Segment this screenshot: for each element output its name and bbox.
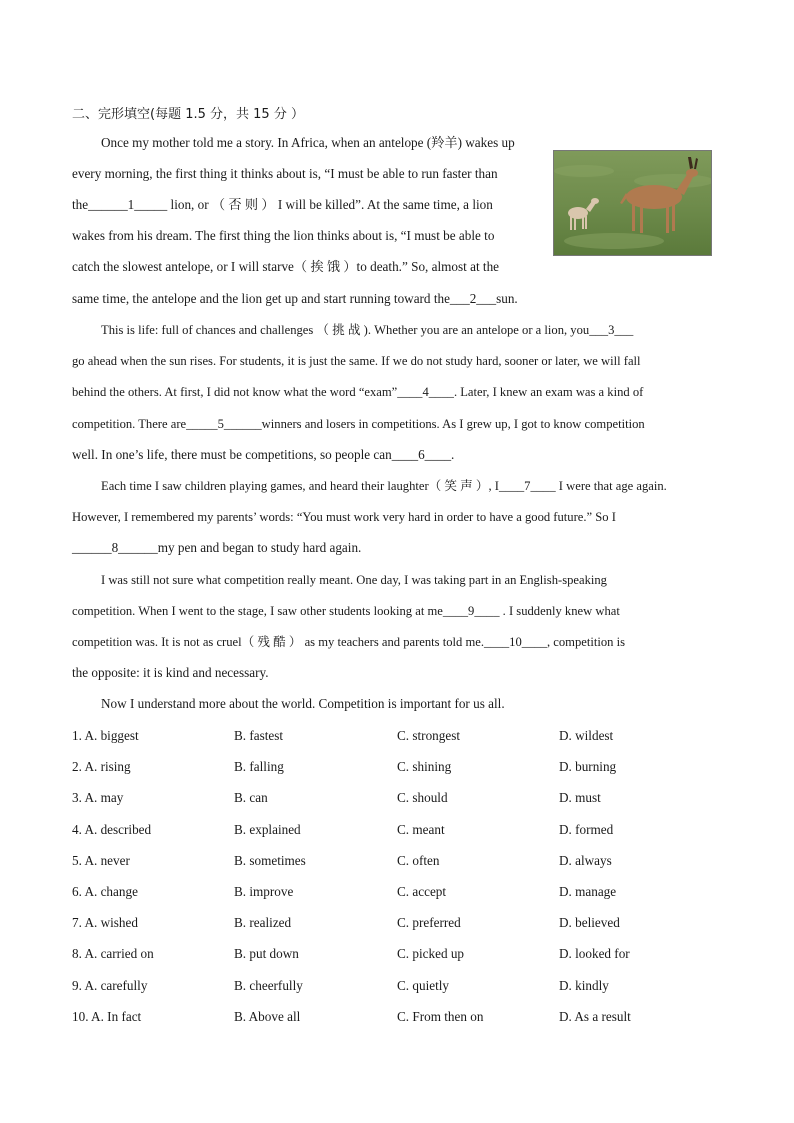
question-number: 8. A.	[72, 946, 98, 962]
option-a-text: wished	[100, 915, 138, 931]
option-a-text: carried on	[100, 946, 154, 962]
option-a-text: carefully	[100, 977, 148, 993]
question-number: 10. A.	[72, 1008, 104, 1024]
question-10-option-b[interactable]: B. Above all	[234, 1008, 301, 1024]
passage-line-6: same time, the antelope and the lion get up and start running toward the___2___sun.	[72, 291, 518, 306]
passage-line-3: the______1_____ lion, or （ 否 则 ） I will be killed”. At the same time, a lion	[72, 197, 493, 212]
passage-line-2: every morning, the first thing it thinks about is, “I must be able to run faster than	[72, 166, 498, 181]
question-1-option-d[interactable]: D. wildest	[559, 728, 614, 743]
antelope-photo-drawing	[554, 151, 711, 255]
question-number: 6. A.	[72, 884, 98, 899]
passage-line-1: Once my mother told me a story. In Africa, when an antelope (羚羊) wakes up	[101, 135, 515, 150]
question-number: 1. A.	[72, 728, 98, 743]
passage-line-11: well. In one’s life, there must be competitions, so people can____6____.	[72, 447, 455, 462]
question-3-option-d[interactable]: D. must	[559, 790, 601, 806]
question-10-option-c[interactable]: C. From then on	[397, 1008, 484, 1024]
question-number: 9. A.	[72, 977, 98, 993]
question-number: 7. A.	[72, 915, 98, 931]
question-6-option-c[interactable]: C. accept	[397, 884, 447, 899]
question-2-option-b[interactable]: B. falling	[234, 759, 284, 775]
question-10-option-a[interactable]	[72, 1008, 141, 1026]
question-number: 5. A.	[72, 852, 98, 868]
question-3-option-a[interactable]	[72, 789, 123, 807]
question-1-option-a[interactable]	[72, 727, 139, 745]
question-4-option-b[interactable]: B. explained	[234, 821, 301, 837]
question-4-option-a[interactable]	[72, 821, 151, 839]
question-8-option-a[interactable]	[72, 945, 154, 963]
question-5-option-d[interactable]: D. always	[559, 852, 612, 868]
passage-line-4: wakes from his dream. The first thing the lion thinks about is, “I must be able to	[72, 228, 495, 243]
passage-line-16: competition. When I went to the stage, I saw other students looking at me____9____ . I suddenly knew what	[72, 604, 620, 618]
question-7-option-c[interactable]: C. preferred	[397, 915, 461, 931]
passage-line-12: Each time I saw children playing games, and heard their laughter（ 笑 声 ）, I____7____ I were that age again.	[101, 479, 667, 493]
question-8-option-d[interactable]: D. looked for	[559, 946, 630, 962]
question-9-option-a[interactable]	[72, 977, 147, 995]
question-5-option-a[interactable]	[72, 852, 130, 870]
question-10-option-d[interactable]: D. As a result	[559, 1008, 631, 1024]
passage-line-18: the opposite: it is kind and necessary.	[72, 665, 269, 680]
passage-line-9: behind the others. At first, I did not know what the word “exam”____4____. Later, I knew an exam was a kind of	[72, 385, 644, 399]
question-6-option-d[interactable]: D. manage	[559, 884, 617, 899]
question-3-option-b[interactable]: B. can	[234, 790, 268, 806]
question-2-option-d[interactable]: D. burning	[559, 759, 617, 775]
passage-line-10: competition. There are_____5______winners and losers in competitions. As I grew up, I got to know competition	[72, 417, 645, 431]
question-8-option-c[interactable]: C. picked up	[397, 946, 465, 962]
section-heading: 二、完形填空(每题 1.5 分，共 15 分 ）	[72, 107, 304, 122]
question-7-option-d[interactable]: D. believed	[559, 915, 620, 931]
option-a-text: described	[100, 821, 152, 837]
passage-line-14: ______8______my pen and began to study hard again.	[72, 540, 362, 555]
option-a-text: biggest	[100, 728, 139, 743]
question-number: 3. A.	[72, 790, 98, 806]
question-1-option-b[interactable]: B. fastest	[234, 728, 284, 743]
question-6-option-b[interactable]: B. improve	[234, 884, 294, 899]
passage-line-17: competition was. It is not as cruel（ 残 酷 ） as my teachers and parents told me.____10____, competition is	[72, 635, 625, 649]
question-4-option-c[interactable]: C. meant	[397, 821, 445, 837]
option-a-text: rising	[100, 759, 131, 775]
passage-line-8: go ahead when the sun rises. For students, it is just the same. If we do not study hard, sooner or later, we will fall	[72, 354, 641, 368]
passage-line-15: I was still not sure what competition really meant. One day, I was taking part in an English-speaking	[101, 573, 607, 587]
question-1-option-c[interactable]: C. strongest	[397, 728, 461, 743]
option-a-text: never	[100, 852, 130, 868]
question-9-option-b[interactable]: B. cheerfully	[234, 977, 303, 993]
question-2-option-c[interactable]: C. shining	[397, 759, 452, 775]
antelope-photo	[553, 150, 712, 256]
passage-line-5: catch the slowest antelope, or I will starve（ 挨 饿 ）to death.” So, almost at the	[72, 259, 500, 274]
passage-line-19: Now I understand more about the world. Competition is important for us all.	[101, 696, 505, 711]
question-6-option-a[interactable]	[72, 883, 138, 901]
option-a-text: In fact	[107, 1008, 142, 1024]
question-2-option-a[interactable]	[72, 758, 131, 776]
question-5-option-b[interactable]: B. sometimes	[234, 852, 306, 868]
question-number: 2. A.	[72, 759, 98, 775]
question-9-option-d[interactable]: D. kindly	[559, 977, 609, 993]
question-7-option-a[interactable]	[72, 914, 138, 932]
option-a-text: change	[100, 884, 138, 899]
question-4-option-d[interactable]: D. formed	[559, 821, 614, 837]
question-8-option-b[interactable]: B. put down	[234, 946, 299, 962]
question-9-option-c[interactable]: C. quietly	[397, 977, 450, 993]
option-a-text: may	[100, 790, 124, 806]
question-7-option-b[interactable]: B. realized	[234, 915, 292, 931]
passage-line-7: This is life: full of chances and challenges （ 挑 战 ). Whether you are an antelope or a lion, you___3___	[101, 323, 634, 337]
passage-line-13: However, I remembered my parents’ words: “You must work very hard in order to have a good future.” So I	[72, 510, 616, 524]
question-3-option-c[interactable]: C. should	[397, 790, 448, 806]
question-number: 4. A.	[72, 821, 98, 837]
question-5-option-c[interactable]: C. often	[397, 852, 440, 868]
